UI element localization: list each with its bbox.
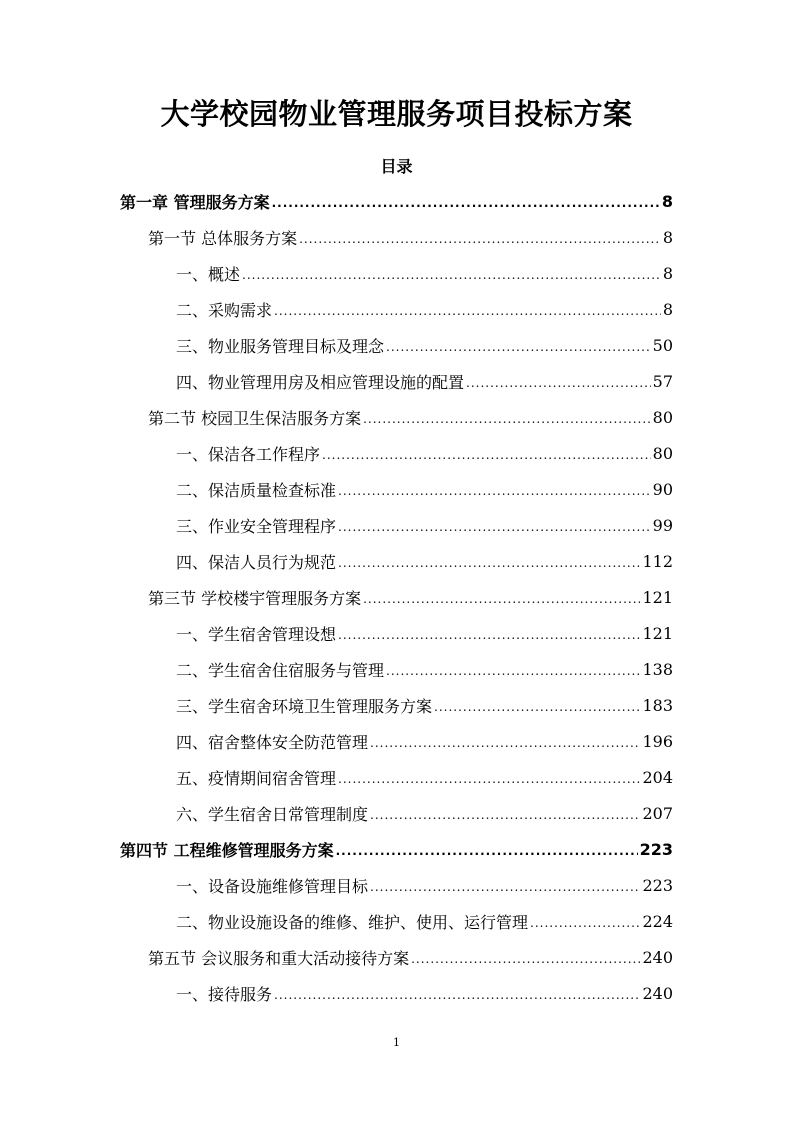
toc-dot-leader: [370, 808, 640, 822]
toc-dot-leader: [274, 304, 661, 318]
toc-entry[interactable]: [176, 474, 673, 504]
document-title: 大学校园物业管理服务项目投标方案: [160, 97, 633, 131]
toc-entry[interactable]: [176, 294, 673, 324]
toc-dot-leader: [338, 484, 651, 498]
toc-entry-text: 一、概述: [176, 264, 241, 284]
toc-dot-leader: [336, 844, 638, 858]
toc-entry-text: 六、学生宿舍日常管理制度: [176, 804, 369, 824]
toc-entry-text: 一、学生宿舍管理设想: [176, 624, 337, 644]
toc-dot-leader: [363, 412, 651, 426]
toc-entry-page: 223: [642, 875, 673, 895]
toc-entry-text: 第二节 校园卫生保洁服务方案: [148, 408, 362, 428]
toc-entry-page: 80: [652, 407, 673, 427]
toc-entry-text: 三、学生宿舍环境卫生管理服务方案: [176, 696, 433, 716]
toc-entry-page: 196: [642, 731, 673, 751]
toc-entry-page: 90: [652, 479, 673, 499]
toc-entry[interactable]: [176, 546, 673, 576]
toc-dot-leader: [299, 232, 661, 246]
toc-entry[interactable]: [176, 906, 673, 936]
toc-entry-page: 207: [642, 803, 673, 823]
toc-dot-leader: [338, 772, 640, 786]
toc-entry[interactable]: [176, 726, 673, 756]
toc-entry[interactable]: [176, 690, 673, 720]
page-number: 1: [393, 1036, 400, 1049]
toc-entry[interactable]: [176, 366, 673, 396]
toc-entry[interactable]: [148, 582, 673, 612]
toc-entry-page: 112: [642, 551, 673, 571]
toc-entry-page: 121: [642, 623, 673, 643]
toc-entry[interactable]: [176, 798, 673, 828]
toc-entry-text: 五、疫情期间宿舍管理: [176, 768, 337, 788]
toc-entry[interactable]: [176, 654, 673, 684]
toc-dot-leader: [274, 988, 640, 1002]
toc-dot-leader: [322, 448, 651, 462]
toc-entry-page: 8: [662, 227, 673, 247]
toc-entry-text: 二、保洁质量检查标准: [176, 480, 337, 500]
toc-entry[interactable]: [148, 942, 673, 972]
toc-entry-page: 8: [662, 299, 673, 319]
toc-entry[interactable]: [120, 834, 673, 864]
toc-dot-leader: [530, 916, 640, 930]
toc-entry-text: 第五节 会议服务和重大活动接待方案: [148, 948, 410, 968]
toc-entry-page: 121: [642, 587, 673, 607]
toc-dot-leader: [411, 952, 640, 966]
toc-entry-text: 第三节 学校楼宇管理服务方案: [148, 588, 362, 608]
toc-entry-page: 50: [652, 335, 673, 355]
toc-entry-text: 四、保洁人员行为规范: [176, 552, 337, 572]
toc-entry-page: 57: [652, 371, 673, 391]
toc-entry[interactable]: [176, 978, 673, 1008]
toc-entry-text: 二、物业设施设备的维修、维护、使用、运行管理: [176, 912, 529, 932]
toc-dot-leader: [386, 340, 651, 354]
toc-entry[interactable]: [148, 402, 673, 432]
toc-entry[interactable]: [176, 762, 673, 792]
toc-entry[interactable]: [176, 870, 673, 900]
toc-entry-page: 183: [642, 695, 673, 715]
toc-entry-text: 第四节 工程维修管理服务方案: [120, 840, 334, 860]
toc-entry-text: 第一章 管理服务方案: [120, 192, 270, 212]
toc-entry[interactable]: [176, 330, 673, 360]
toc-entry-page: 8: [662, 263, 673, 283]
toc-entry-text: 一、保洁各工作程序: [176, 444, 321, 464]
toc-entry[interactable]: [176, 510, 673, 540]
toc-entry[interactable]: [120, 186, 673, 216]
toc-entry-text: 二、学生宿舍住宿服务与管理: [176, 660, 385, 680]
toc-entry-page: 240: [642, 983, 673, 1003]
toc-entry-page: 80: [652, 443, 673, 463]
toc-entry-text: 三、作业安全管理程序: [176, 516, 337, 536]
toc-entry-text: 三、物业服务管理目标及理念: [176, 336, 385, 356]
toc-entry-text: 四、宿舍整体安全防范管理: [176, 732, 369, 752]
toc-entry-text: 四、物业管理用房及相应管理设施的配置: [176, 372, 465, 392]
toc-dot-leader: [363, 592, 640, 606]
toc-entry-page: 223: [639, 839, 673, 859]
toc-entry-page: 138: [642, 659, 673, 679]
toc-entry-page: 99: [652, 515, 673, 535]
toc-entry-page: 224: [642, 911, 673, 931]
toc-entry-text: 第一节 总体服务方案: [148, 228, 298, 248]
toc-entry-text: 二、采购需求: [176, 300, 273, 320]
toc-dot-leader: [338, 556, 640, 570]
toc-dot-leader: [370, 736, 640, 750]
toc-dot-leader: [338, 520, 651, 534]
toc-entry-page: 240: [642, 947, 673, 967]
toc-entry[interactable]: [176, 618, 673, 648]
toc-dot-leader: [272, 196, 660, 210]
toc-dot-leader: [386, 664, 640, 678]
toc-entry-page: 8: [661, 191, 673, 211]
toc-entry[interactable]: [176, 258, 673, 288]
toc-dot-leader: [370, 880, 640, 894]
toc-heading: 目录: [380, 157, 413, 176]
toc-dot-leader: [242, 268, 661, 282]
toc-entry[interactable]: [176, 438, 673, 468]
toc-entry[interactable]: [148, 222, 673, 252]
toc-dot-leader: [466, 376, 651, 390]
toc-entry-text: 一、设备设施维修管理目标: [176, 876, 369, 896]
toc-entry-page: 204: [642, 767, 673, 787]
toc-entry-text: 一、接待服务: [176, 984, 273, 1004]
toc-dot-leader: [434, 700, 640, 714]
toc-dot-leader: [338, 628, 640, 642]
